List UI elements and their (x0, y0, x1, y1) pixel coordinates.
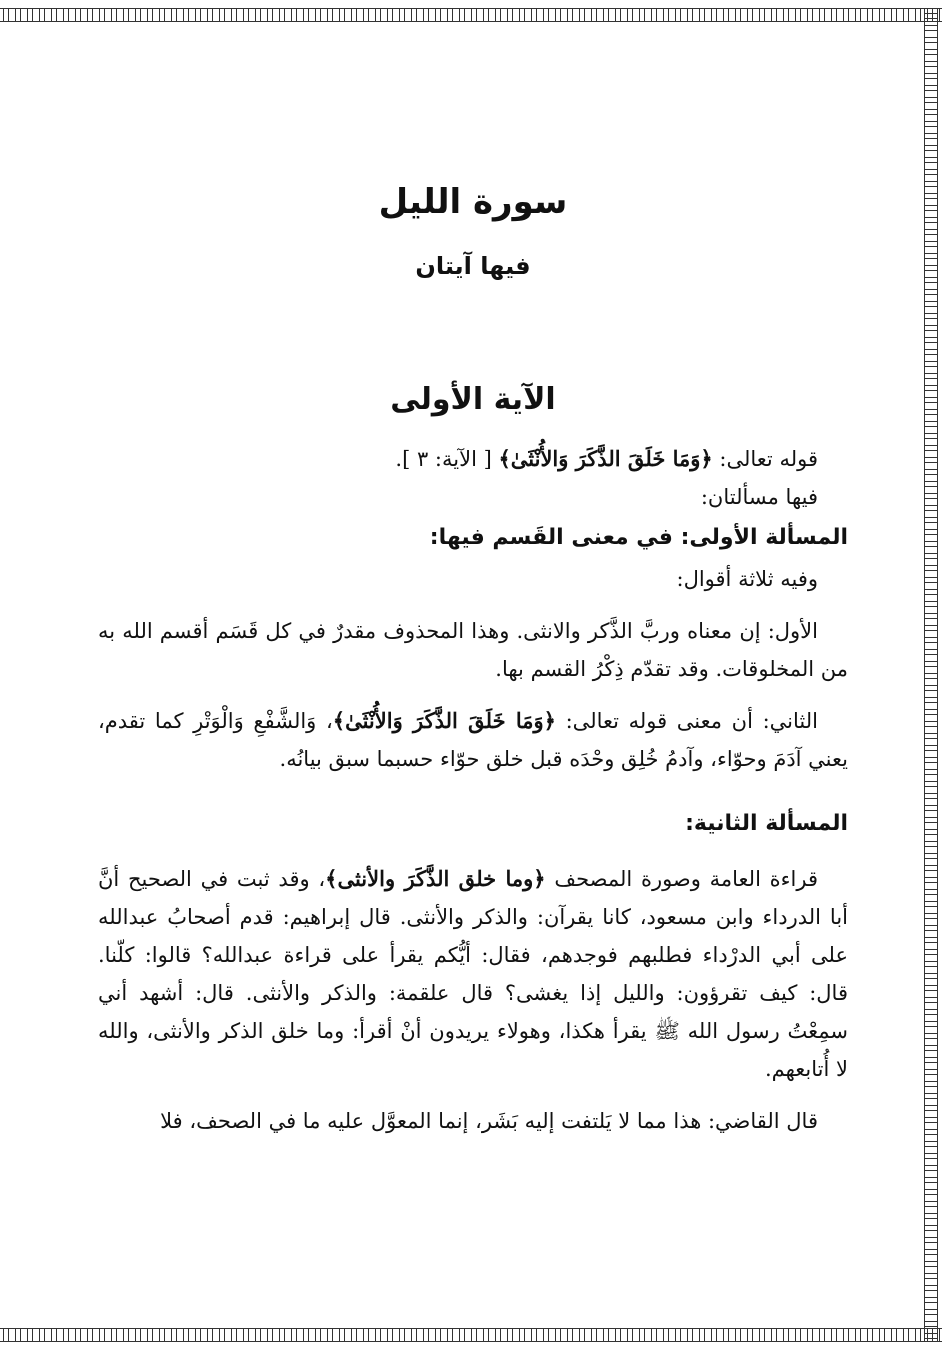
intro-quran-quote: ﴿وَمَا خَلَقَ الذَّكَرَ وَالأُنْثَىٰ﴾ (498, 446, 713, 471)
decorative-border-bottom (0, 1328, 942, 1342)
surah-title: سورة الليل (378, 182, 568, 222)
masala-1-quran-quote: ﴿وَمَا خَلَقَ الذَّكَرَ وَالأُنْثَىٰ﴾ (332, 708, 556, 733)
ayah-title: الآية الأولى (390, 382, 556, 417)
intro-count-line: فيها مسألتان: (700, 485, 818, 509)
surah-subtitle: فيها آيتان (415, 252, 531, 280)
masala-1-para-1: وفيه ثلاثة أقوال: (676, 567, 818, 591)
masala-2-quran-quote: ﴿وما خلق الذَّكَرَ والأنثى﴾ (325, 866, 546, 891)
masala-2-para-1 (98, 860, 848, 1088)
masala-1-heading: المسألة الأولى: في معنى القَسم فيها: (429, 525, 848, 550)
intro-prefix: قوله تعالى: (719, 447, 818, 471)
masala-1-para-3 (98, 702, 848, 778)
masala-2-para-2: قال القاضي: هذا مما لا يَلتفت إليه بَشَر، إنما المعوَّل عليه ما في الصحف، فلا (160, 1109, 818, 1133)
decorative-border-right (924, 8, 938, 1342)
masala-2-heading: المسألة الثانية: (685, 811, 848, 836)
intro-verse-ref: [ الآية: ٣ ]. (395, 447, 492, 471)
masala-2-para-1-prefix: قراءة العامة وصورة المصحف (554, 867, 818, 891)
decorative-border-top (0, 8, 942, 22)
masala-1-para-3-suffix: ، وَالشَّفْعِ وَالْوَتْرِ كما تقدم، يعني آدَمَ وحوّاء، وآدمُ خُلِق وحْدَه قبل خلق حوّاء حسبما سبق بيانُه. (98, 709, 848, 771)
masala-1-para-3-prefix: الثاني: أن معنى قوله تعالى: (565, 709, 818, 733)
masala-2-para-1-suffix: ، وقد ثبت في الصحيح أنَّ أبا الدرداء وابن مسعود، كانا يقرآن: والذكر والأنثى. قال إبراهيم: قدم أصحابُ عبدالله على أبي الدرْداء فطلبهم فوجدهم، فقال: أيُّكم يقرأ على قراءة عبدالله؟ قالوا: كلّنا. قال: كيف تقرؤون: والليل إذا يغشى؟ قال علقمة: والذكر والأنثى. قال: أشهد أني سمِعْتُ رسول الله ﷺ يقرأ هكذا، وهولاء يريدون أنْ أقرأ: وما خلق الذكر والأنثى، والله لا أُتابعهم. (98, 867, 848, 1081)
page-content (98, 170, 848, 1140)
masala-1-para-2: الأول: إن معناه وربَّ الذَّكر والانثى. وهذا المحذوف مقدرٌ في كل قَسَم أقسم الله به من المخلوقات. وقد تقدّم ذِكْرُ القسم بها. (98, 619, 848, 681)
intro-verse-line (98, 440, 848, 478)
